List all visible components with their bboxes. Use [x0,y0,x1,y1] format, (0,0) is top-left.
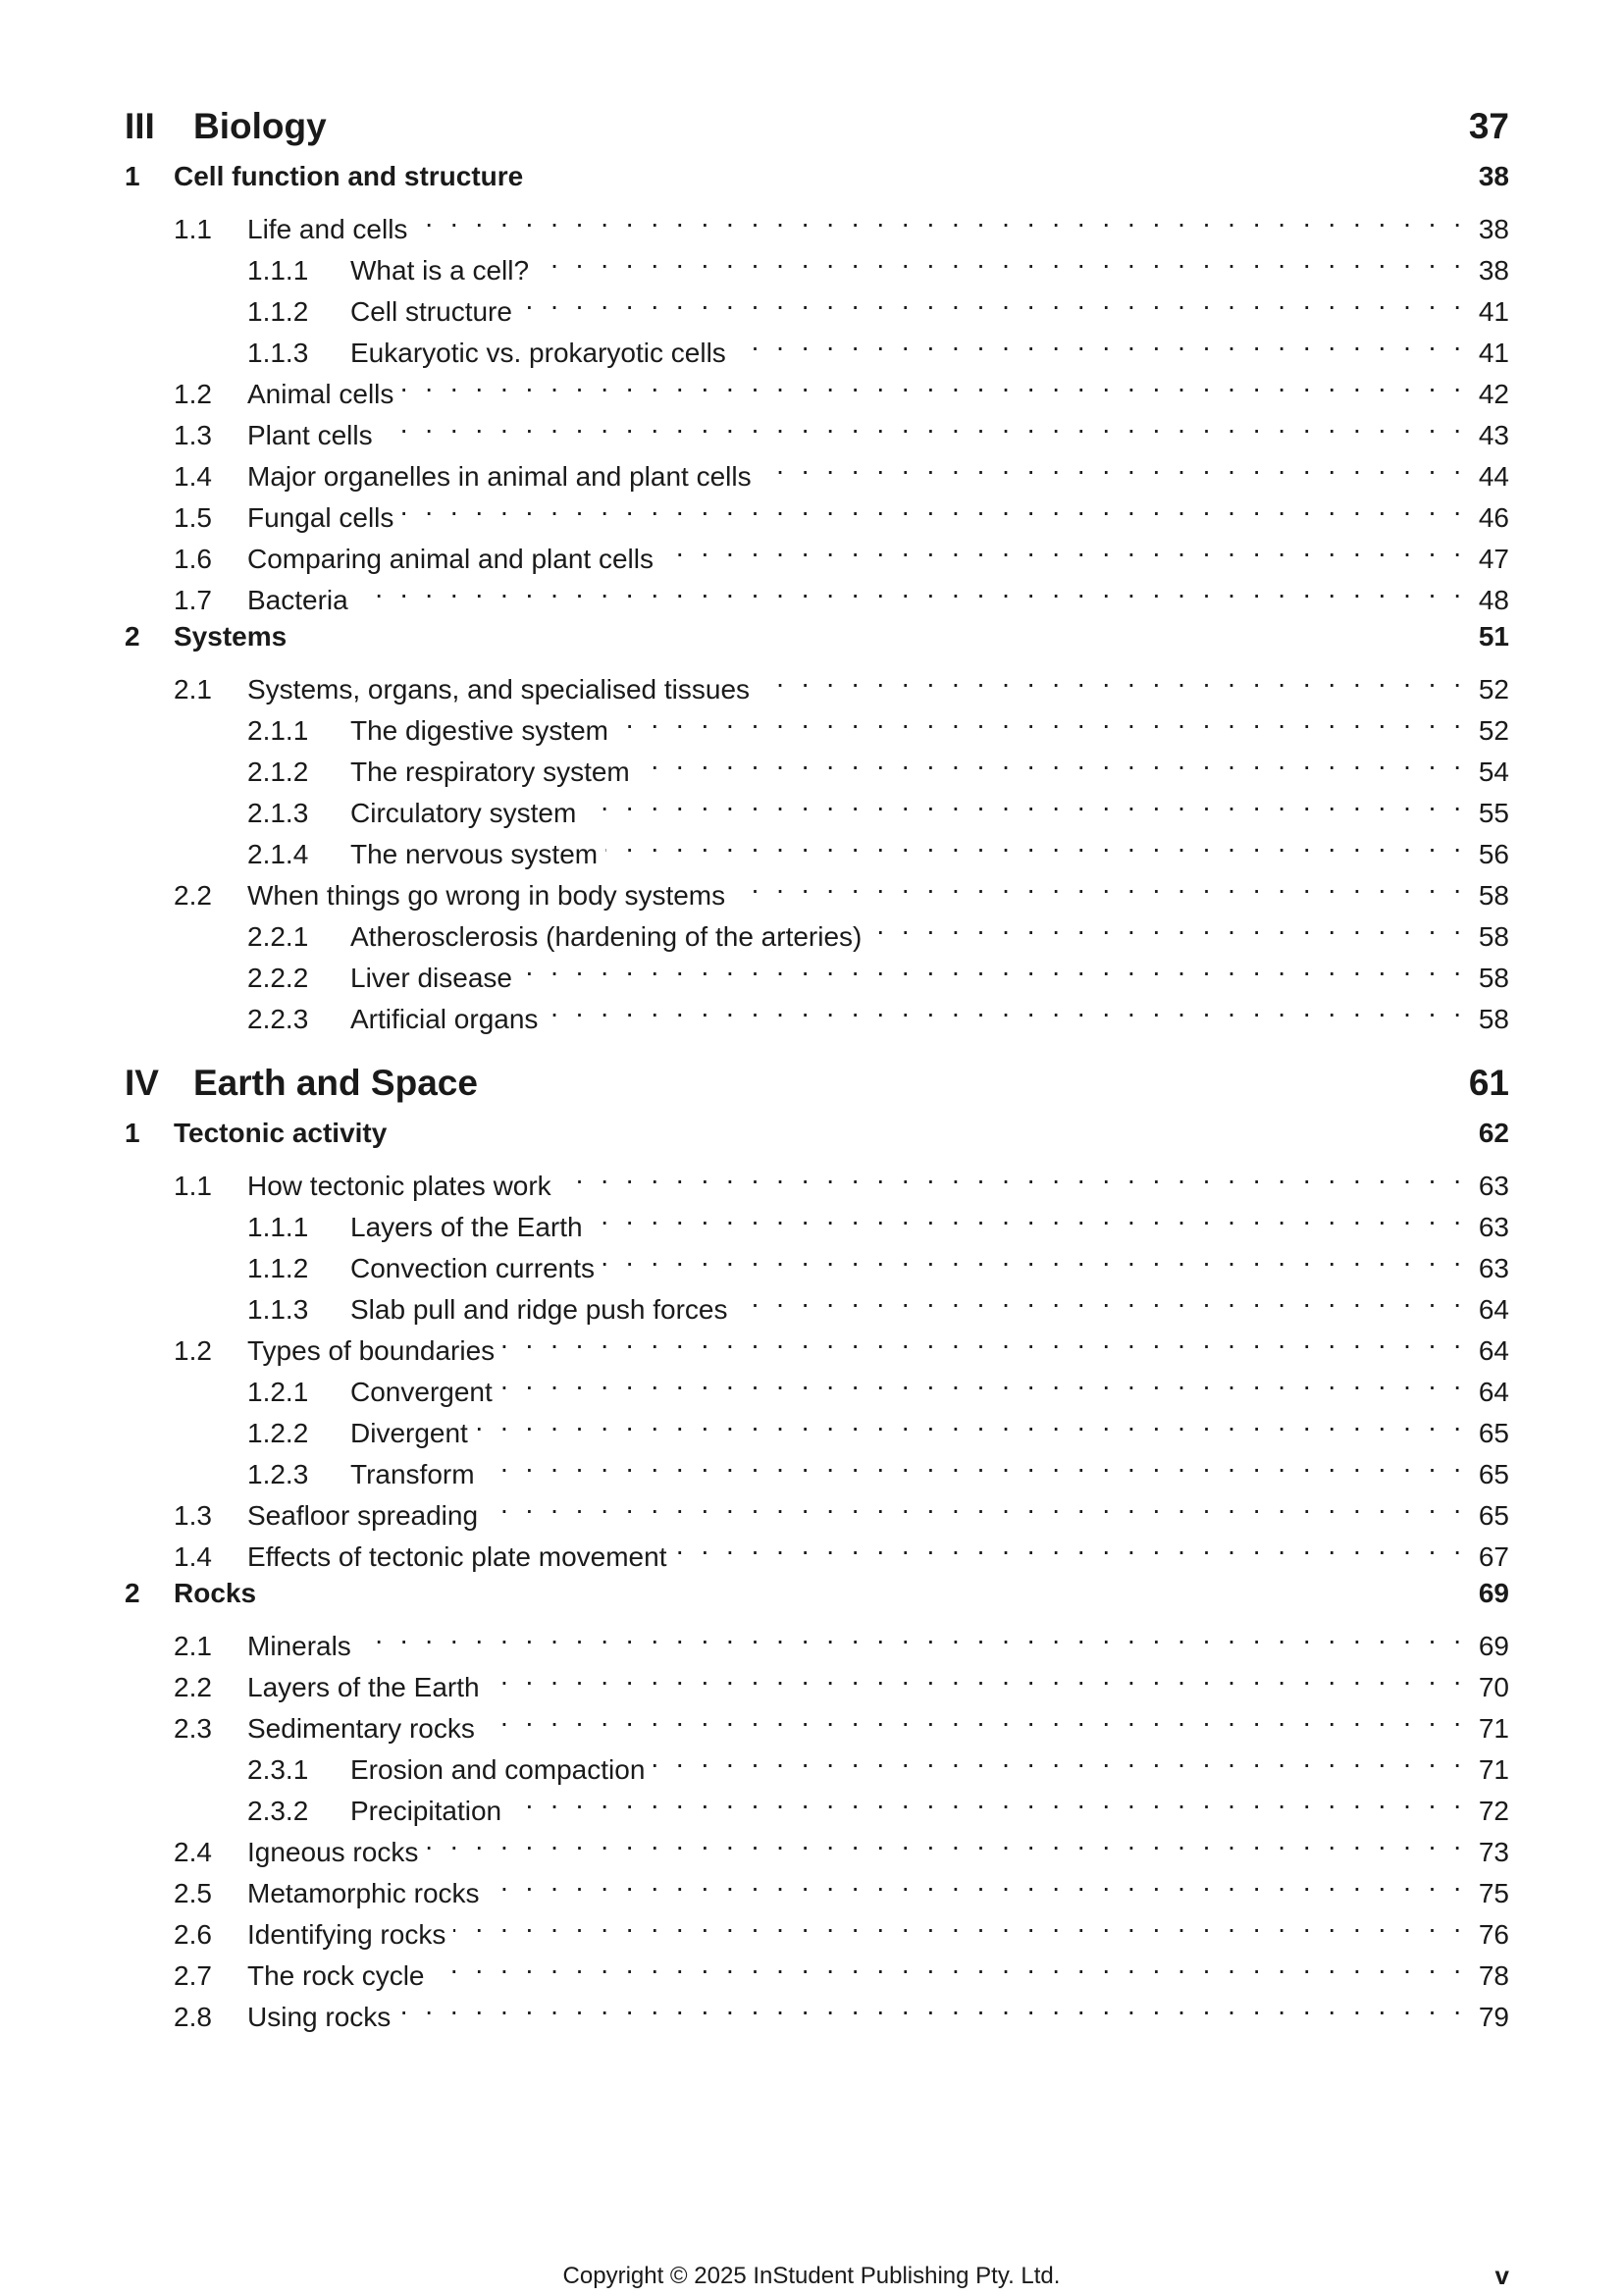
dot-leader [381,403,1466,444]
part-page: 37 [1468,106,1509,146]
entry-page: 70 [1478,1672,1509,1702]
entry-number: 2.1.1 [247,715,309,746]
entry-number: 2.3.2 [247,1796,309,1826]
chapter-number: 2 [125,1578,140,1608]
dot-leader [433,1944,1467,1985]
entry-title: Igneous rocks [247,1837,419,1867]
entry-title: Using rocks [247,2002,392,2032]
dot-leader [735,1278,1466,1319]
entry-page: 67 [1478,1541,1509,1572]
dot-leader [759,444,1466,486]
entry-page: 47 [1478,544,1509,574]
entry-page: 76 [1478,1919,1509,1950]
dot-leader [483,1696,1466,1738]
entry-title: Animal cells [247,379,394,409]
entry-page: 64 [1478,1377,1509,1407]
entry-page: 58 [1478,1004,1509,1034]
dot-leader [476,1401,1466,1442]
entry-number: 2.1.4 [247,839,309,869]
chapter-label [125,1573,256,1614]
entry-title: Artificial organs [350,1004,539,1034]
entry-title: Liver disease [350,963,512,993]
entry-title: Major organelles in animal and plant cells [247,461,752,492]
entry-page: 79 [1478,2002,1509,2032]
chapter-heading[interactable] [125,616,1509,657]
part-title: Earth and Space [193,1063,478,1103]
entry-number: 1.1.3 [247,338,309,368]
entry-page: 54 [1478,757,1509,787]
entry-page: 65 [1478,1500,1509,1531]
copyright-notice: Copyright © 2025 InStudent Publishing Pty. Ltd. [562,2263,1061,2289]
entry-page: 52 [1478,715,1509,746]
entry-number: 1.1.3 [247,1294,309,1325]
dot-leader [502,1319,1466,1360]
entry-title: Effects of tectonic plate movement [247,1541,667,1572]
entry-page: 78 [1478,1960,1509,1991]
entry-title: Identifying rocks [247,1919,446,1950]
entry-page: 63 [1478,1212,1509,1242]
dot-leader [500,1360,1466,1401]
dot-leader [453,1903,1466,1944]
dot-leader [758,657,1466,699]
chapter-page: 69 [1478,1578,1509,1608]
entry-title: When things go wrong in body systems [247,880,726,911]
dot-leader [584,781,1466,822]
entry-number: 2.1 [174,1631,212,1661]
entry-number: 2.4 [174,1837,212,1867]
entry-number: 1.2 [174,1335,212,1366]
dot-leader [415,197,1466,238]
dot-leader [591,1195,1466,1236]
entry-page: 75 [1478,1878,1509,1908]
entry-number: 2.2 [174,880,212,911]
chapter-label [125,1113,387,1154]
entry-number: 2.2.3 [247,1004,309,1034]
section-entry[interactable] [125,1614,1509,1661]
page-number: v [1494,2261,1509,2290]
entry-number: 2.2.1 [247,921,309,952]
entry-page: 64 [1478,1335,1509,1366]
entry-number: 2.1 [174,674,212,704]
entry-page: 52 [1478,674,1509,704]
entry-title: Systems, organs, and specialised tissues [247,674,751,704]
entry-page: 71 [1478,1713,1509,1744]
chapter-heading[interactable] [125,1573,1509,1614]
entry-number: 2.2.2 [247,963,309,993]
entry-page: 73 [1478,1837,1509,1867]
entry-page: 63 [1478,1171,1509,1201]
entry-page: 65 [1478,1459,1509,1489]
dot-leader [661,527,1466,568]
entry-title: Comparing animal and plant cells [247,544,654,574]
entry-page: 56 [1478,839,1509,869]
entry-number: 2.2 [174,1672,212,1702]
entry-title: Circulatory system [350,798,577,828]
entry-title: Bacteria [247,585,348,615]
part-page: 61 [1468,1063,1509,1103]
dot-leader [638,740,1466,781]
entry-title: Plant cells [247,420,373,450]
entry-number: 1.4 [174,1541,212,1572]
dot-leader [520,280,1466,321]
entry-title: The nervous system [350,839,599,869]
entry-page: 64 [1478,1294,1509,1325]
dot-leader [359,1614,1466,1655]
entry-page: 71 [1478,1754,1509,1785]
entry-number: 2.3 [174,1713,212,1744]
dot-leader [401,486,1466,527]
chapter-label [125,156,523,197]
entry-number: 1.1.2 [247,1253,309,1283]
entry-title: How tectonic plates work [247,1171,551,1201]
entry-page: 69 [1478,1631,1509,1661]
dot-leader [546,987,1466,1028]
dot-leader [733,863,1466,905]
entry-page: 72 [1478,1796,1509,1826]
entry-number: 1.2.2 [247,1418,309,1448]
dot-leader [605,822,1466,863]
entry-title: Layers of the Earth [350,1212,583,1242]
entry-title: The rock cycle [247,1960,425,1991]
entry-number: 1.6 [174,544,212,574]
entry-number: 1.2 [174,379,212,409]
entry-title: Convergent [350,1377,493,1407]
entry-page: 58 [1478,880,1509,911]
entry-title: Seafloor spreading [247,1500,479,1531]
entry-title: Metamorphic rocks [247,1878,480,1908]
dot-leader [674,1525,1466,1566]
entry-title: Eukaryotic vs. prokaryotic cells [350,338,726,368]
entry-page: 42 [1478,379,1509,409]
entry-number: 2.1.2 [247,757,309,787]
entry-page: 38 [1478,255,1509,286]
dot-leader [869,905,1466,946]
entry-page: 58 [1478,921,1509,952]
part-label [125,97,327,156]
entry-number: 2.1.3 [247,798,309,828]
dot-leader [398,1985,1466,2026]
entry-title: What is a cell? [350,255,530,286]
entry-title: Divergent [350,1418,468,1448]
chapter-label [125,616,287,657]
entry-number: 1.1.1 [247,255,309,286]
entry-title: The respiratory system [350,757,630,787]
entry-number: 2.8 [174,2002,212,2032]
dot-leader [520,946,1466,987]
entry-number: 1.3 [174,420,212,450]
entry-title: Sedimentary rocks [247,1713,475,1744]
dot-leader [653,1738,1466,1779]
entry-page: 43 [1478,420,1509,450]
dot-leader [734,321,1466,362]
entry-title: Erosion and compaction [350,1754,646,1785]
entry-title: Life and cells [247,214,408,244]
chapter-page: 62 [1478,1118,1509,1148]
entry-page: 41 [1478,338,1509,368]
dot-leader [486,1484,1466,1525]
dot-leader [356,568,1466,609]
dot-leader [616,699,1466,740]
entry-number: 1.5 [174,502,212,533]
chapter-heading[interactable] [125,1113,1509,1154]
entry-number: 2.6 [174,1919,212,1950]
entry-page: 63 [1478,1253,1509,1283]
entry-number: 1.7 [174,585,212,615]
entry-number: 1.1.2 [247,296,309,327]
dot-leader [483,1442,1466,1484]
entry-title: Minerals [247,1631,351,1661]
chapter-heading[interactable] [125,156,1509,197]
entry-number: 2.5 [174,1878,212,1908]
chapter-number: 2 [125,621,140,652]
entry-page: 58 [1478,963,1509,993]
entry-number: 1.1 [174,1171,212,1201]
entry-number: 1.1.1 [247,1212,309,1242]
entry-number: 2.3.1 [247,1754,309,1785]
entry-number: 1.2.3 [247,1459,309,1489]
entry-page: 55 [1478,798,1509,828]
entry-page: 48 [1478,585,1509,615]
dot-leader [488,1861,1466,1903]
entry-page: 41 [1478,296,1509,327]
chapter-title: Systems [174,621,288,652]
chapter-page: 51 [1478,621,1509,652]
entry-title: Atherosclerosis (hardening of the arteries) [350,921,863,952]
dot-leader [401,362,1466,403]
entry-number: 1.2.1 [247,1377,309,1407]
dot-leader [426,1820,1466,1861]
dot-leader [602,1236,1466,1278]
chapter-number: 1 [125,1118,140,1148]
part-heading[interactable] [125,97,1509,156]
entry-title: Transform [350,1459,475,1489]
entry-number: 1.1 [174,214,212,244]
entry-title: The digestive system [350,715,608,746]
dot-leader [488,1655,1466,1696]
part-number: III [125,106,155,146]
dot-leader [559,1154,1466,1195]
dot-leader [537,238,1466,280]
part-label [125,1054,478,1113]
entry-title: Layers of the Earth [247,1672,480,1702]
entry-page: 38 [1478,214,1509,244]
entry-page: 46 [1478,502,1509,533]
part-title: Biology [193,106,327,146]
part-number: IV [125,1063,159,1103]
section-entry[interactable] [125,657,1509,704]
page-footer [0,2257,1623,2296]
part-heading[interactable] [125,1054,1509,1113]
chapter-number: 1 [125,161,140,191]
entry-title: Precipitation [350,1796,502,1826]
chapter-title: Tectonic activity [174,1118,388,1148]
entry-title: Slab pull and ridge push forces [350,1294,728,1325]
dot-leader [509,1779,1466,1820]
entry-title: Cell structure [350,296,512,327]
chapter-title: Cell function and structure [174,161,524,191]
chapter-title: Rocks [174,1578,257,1608]
section-entry[interactable] [125,197,1509,244]
entry-page: 65 [1478,1418,1509,1448]
entry-number: 2.7 [174,1960,212,1991]
entry-page: 44 [1478,461,1509,492]
entry-title: Types of boundaries [247,1335,496,1366]
entry-number: 1.4 [174,461,212,492]
entry-title: Convection currents [350,1253,596,1283]
table-of-contents [125,97,1509,2032]
section-entry[interactable] [125,1154,1509,1201]
entry-number: 1.3 [174,1500,212,1531]
chapter-page: 38 [1478,161,1509,191]
entry-title: Fungal cells [247,502,394,533]
